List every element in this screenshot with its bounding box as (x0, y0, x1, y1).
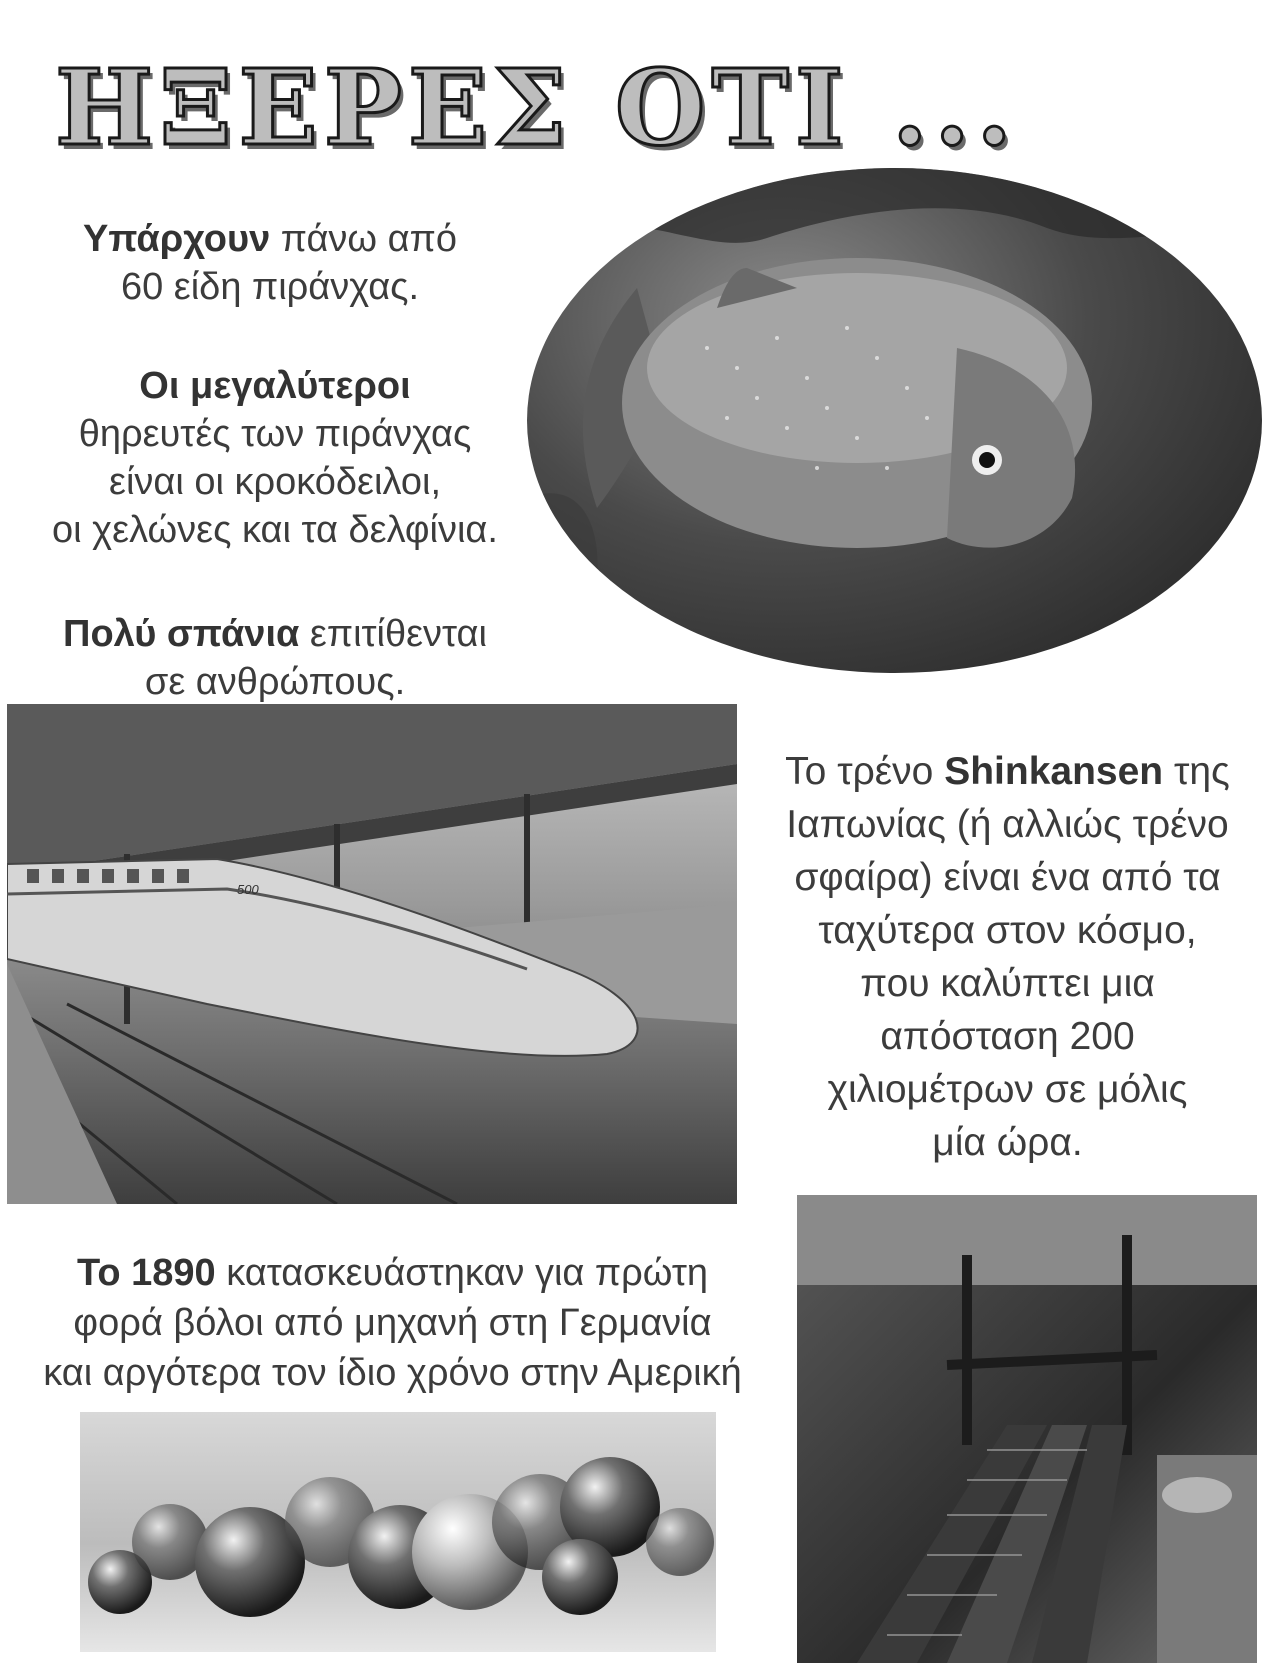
piranha-predators-bold: Οι μεγαλύτεροι (139, 365, 411, 407)
marbles-text (0, 1248, 785, 1398)
piranha-photo (527, 168, 1262, 673)
shinkansen-line5: που καλύπτει μια (860, 962, 1155, 1005)
shinkansen-line3: σφαίρα) είναι ένα από τα (794, 856, 1221, 899)
shinkansen-photo (7, 704, 737, 1204)
shinkansen-line2: Ιαπωνίας (ή αλλιώς τρένο (786, 803, 1229, 846)
shinkansen-line4: ταχύτερα στον κόσμο, (818, 909, 1197, 952)
shinkansen-line1c: της (1163, 750, 1230, 793)
piranha-predators-line4: οι χελώνες και τα δελφίνια. (52, 509, 498, 551)
shinkansen-text (740, 745, 1275, 1169)
piranha-species-line2: 60 είδη πιράνχας. (120, 266, 420, 308)
piranha-attacks-line2: σε ανθρώπους. (144, 661, 406, 703)
marble-machine-photo (797, 1195, 1257, 1663)
marbles-line2: φορά βόλοι από μηχανή στη Γερμανία (73, 1302, 712, 1344)
marbles-photo (80, 1412, 716, 1652)
marbles-line3: και αργότερα τον ίδιο χρόνο στην Αμερική (43, 1352, 742, 1394)
train-nose-label: 500 (237, 882, 259, 897)
shinkansen-line8: μία ώρα. (932, 1121, 1083, 1164)
piranha-attacks-rest: επιτίθενται (299, 613, 487, 655)
shinkansen-name: Shinkansen (944, 750, 1164, 793)
marbles-year: Το 1890 (76, 1252, 216, 1294)
piranha-species-bold: Υπάρχουν (83, 218, 271, 260)
shinkansen-line6: απόσταση 200 (880, 1015, 1135, 1058)
piranha-predators-line3: είναι οι κροκόδειλοι, (109, 461, 441, 503)
shinkansen-line7: χιλιομέτρων σε μόλις (827, 1068, 1188, 1111)
piranha-attacks-text (20, 610, 530, 706)
shinkansen-line1a: Το τρένο (785, 750, 945, 793)
piranha-predators-line2: θηρευτές των πιράνχας (78, 413, 472, 455)
page-title: ΗΞΕΡΕΣ ΟΤΙ ... (55, 46, 1019, 169)
piranha-attacks-bold: Πολύ σπάνια (63, 613, 300, 655)
piranha-species-text (40, 215, 500, 311)
marbles-line1-rest: κατασκευάστηκαν για πρώτη (215, 1252, 709, 1294)
piranha-predators-text (15, 362, 535, 554)
piranha-species-rest: πάνω από (270, 218, 457, 260)
